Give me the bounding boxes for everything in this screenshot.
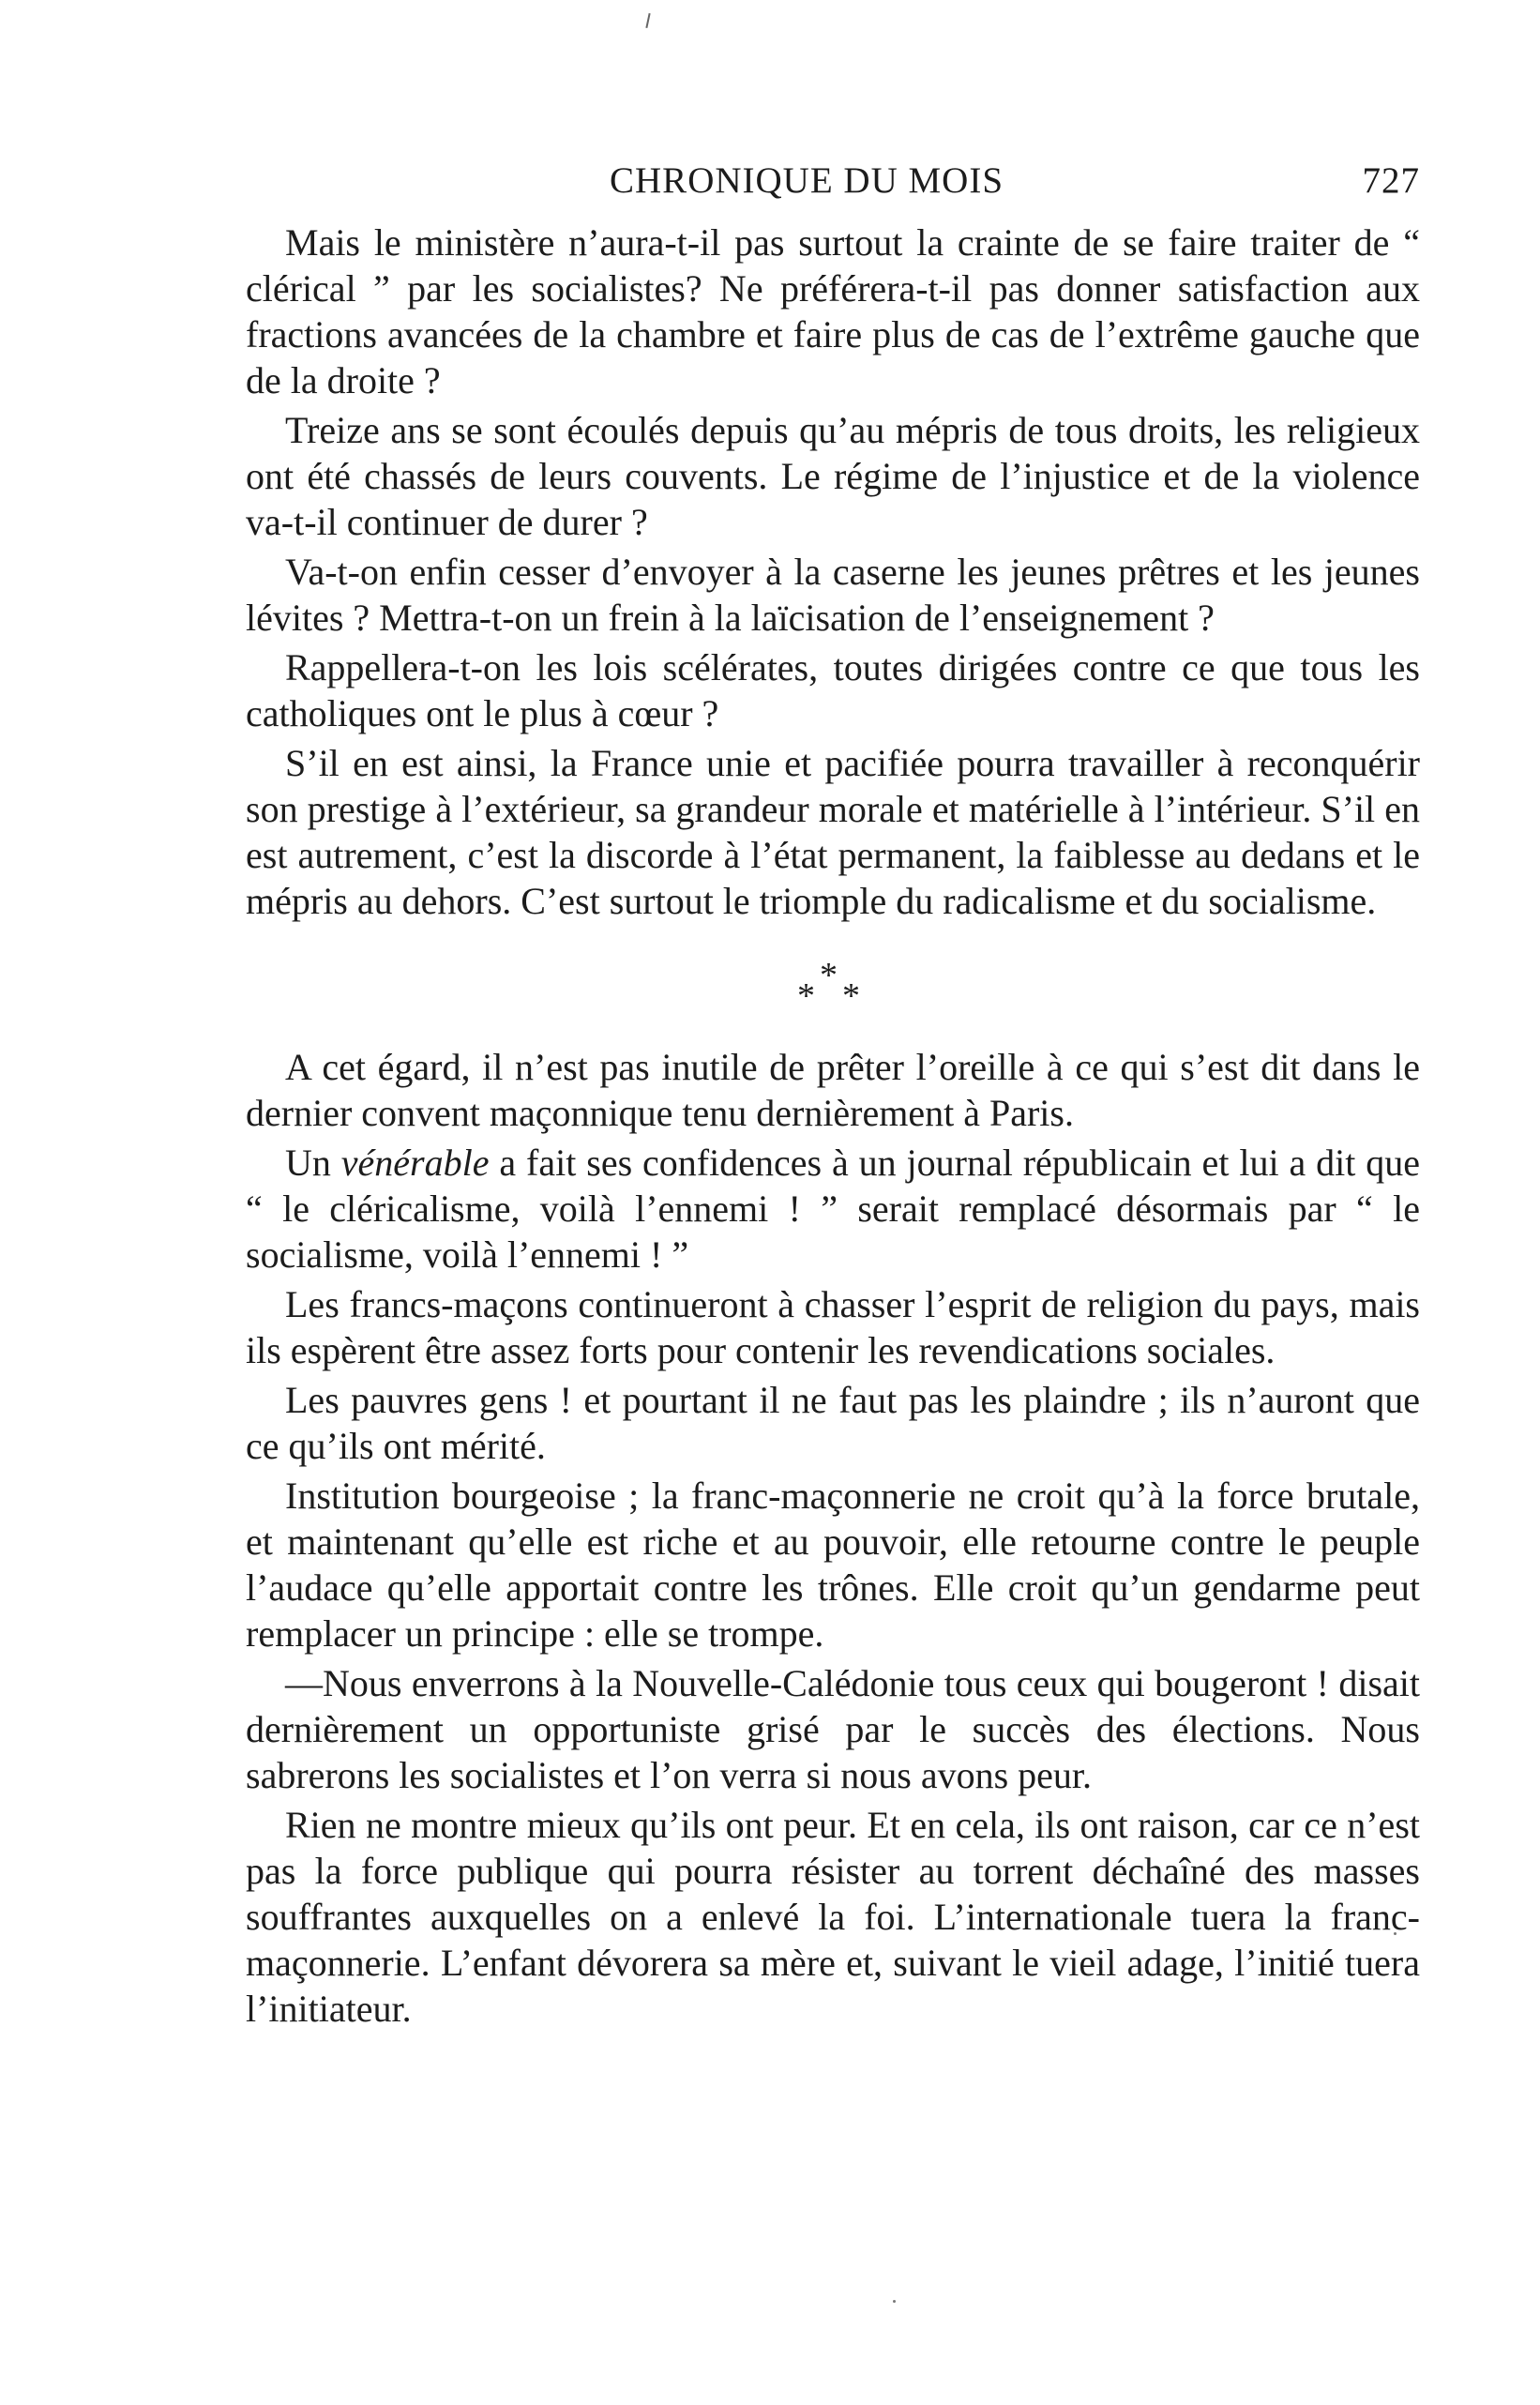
stray-ink-mark <box>645 13 650 28</box>
book-page <box>246 159 1420 2035</box>
paragraph: Rappellera-t-on les lois scélérates, toutes dirigées contre ce que tous les catholiques ont le plus à cœur ? <box>246 646 1420 734</box>
paragraph: —Nous enverrons à la Nouvelle-Calédonie tous ceux qui bougeront ! disait dernièrement un opportuniste grisé par le succès des élections. Nous sabrerons les socialistes et l’on verra si nous avons peur. <box>246 1662 1420 1796</box>
paragraph: A cet égard, il n’est pas inutile de prêter l’oreille à ce qui s’est dit dans le dernier convent maçonnique tenu dernièrement à Paris. <box>246 1046 1420 1134</box>
italic-term: vénérable <box>340 1142 490 1184</box>
running-title: CHRONIQUE DU MOIS <box>610 160 1004 201</box>
paragraph: Va-t-on enfin cesser d’envoyer à la caserne les jeunes prêtres et les jeunes lévites ? Mettra-t-on un frein à la laïcisation de l’enseignement ? <box>246 551 1420 639</box>
paragraph: Treize ans se sont écoulés depuis qu’au mépris de tous droits, les religieux ont été chassés de leurs couvents. Le régime de l’injustice et de la violence va-t-il continuer de durer ? <box>246 409 1420 543</box>
paragraph: Les pauvres gens ! et pourtant il ne faut pas les plaindre ; ils n’auront que ce qu’ils ont mérité. <box>246 1379 1420 1467</box>
section-break-asterism <box>246 945 1420 1035</box>
paragraph-rest: a fait ses confidences à un journal républicain et lui a dit que “ le cléricalisme, voilà l’ennemi ! ” serait remplacé désormais par “ le socialisme, voilà l’ennemi ! ” <box>246 1142 1420 1276</box>
stray-ink-dot <box>893 2300 896 2303</box>
paragraph-venerable <box>246 1140 1420 1278</box>
asterism-star: * <box>797 976 815 1016</box>
body-text <box>246 219 1420 2032</box>
paragraph: S’il en est ainsi, la France unie et pacifiée pourra travailler à reconquérir son prestige à l’extérieur, sa grandeur morale et matérielle à l’intérieur. S’il en est autrement, c’est la discorde à l’état permanent, la faiblesse au dedans et le mépris au dehors. C’est surtout le triomple du radicalisme et du socialisme. <box>246 742 1420 922</box>
paragraph: Rien ne montre mieux qu’ils ont peur. Et en cela, ils ont raison, car ce n’est pas la force publique qui pourra résister au torrent déchaîné des masses souffrantes auxquelles on a enlevé la foi. L’internationale tuera la franc-maçonnerie. L’enfant dévorera sa mère et, suivant le vieil adage, l’initié tuera l’initiateur. <box>246 1804 1420 2030</box>
paragraph-lead: Un <box>285 1142 341 1184</box>
paragraph: Mais le ministère n’aura-t-il pas surtout la crainte de se faire traiter de “ clérical ” par les socialistes? Ne préférera-t-il pas donner satisfaction aux fractions avancées de la chambre et faire plus de cas de l’extrême gauche que de la droite ? <box>246 221 1420 401</box>
page-number: 727 <box>1362 160 1420 201</box>
paragraph: Les francs-maçons continueront à chasser l’esprit de religion du pays, mais ils espèrent être assez forts pour contenir les revendications sociales. <box>246 1283 1420 1371</box>
asterism-star: * <box>842 976 860 1016</box>
asterism-star: * <box>820 956 838 995</box>
running-head <box>246 159 1420 216</box>
paragraph: Institution bourgeoise ; la franc-maçonnerie ne croit qu’à la force brutale, et maintenant qu’elle est riche et au pouvoir, elle retourne contre le peuple l’audace qu’elle apportait contre les trônes. Elle croit qu’un gendarme peut remplacer un principe : elle se trompe. <box>246 1475 1420 1655</box>
